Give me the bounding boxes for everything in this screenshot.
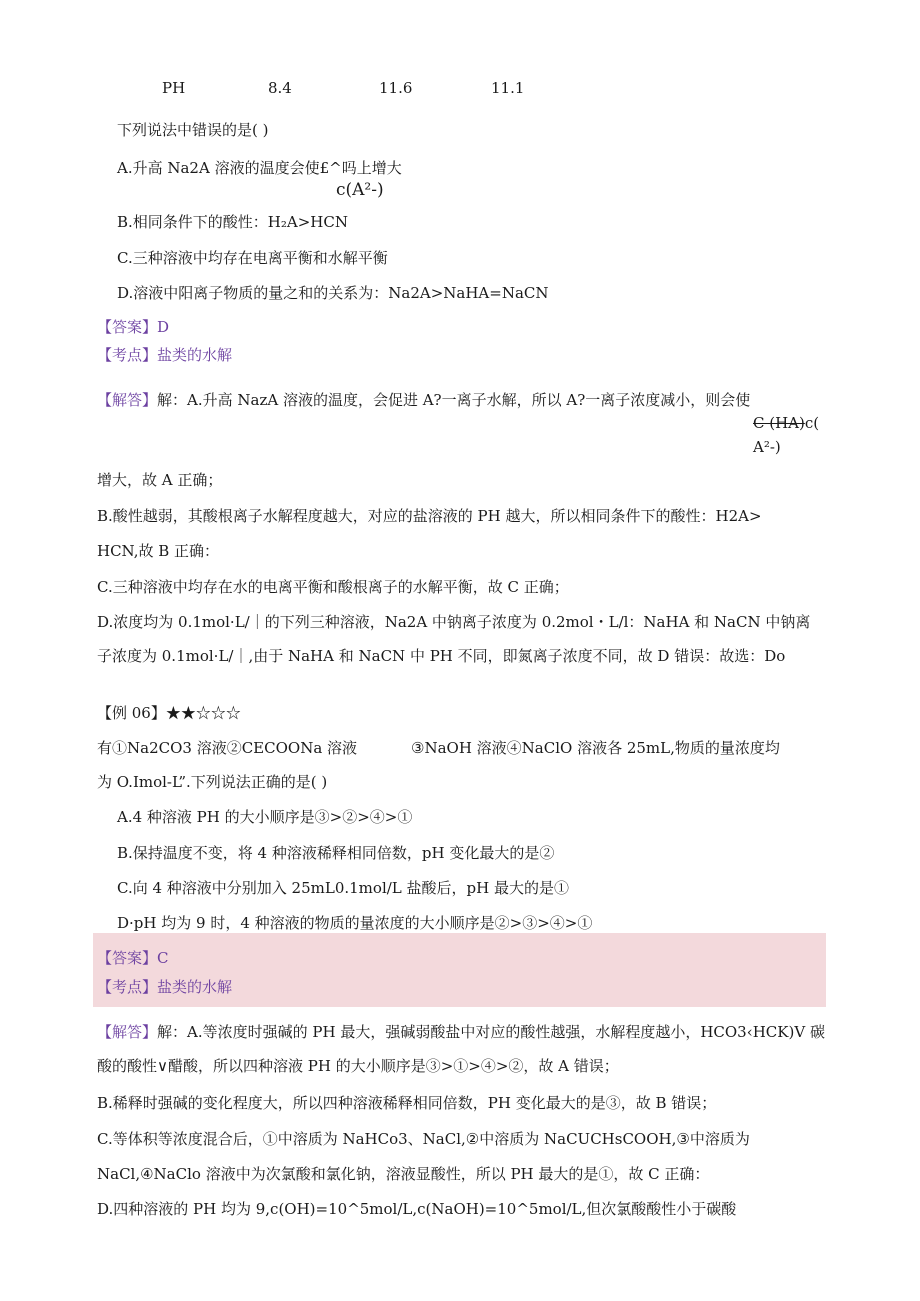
keypoint-line [97, 345, 232, 365]
answer-line [97, 317, 169, 337]
answer-label: 【答案】 [97, 318, 158, 336]
solution-label: 【解答】 [97, 1023, 158, 1041]
solution2-line-1: 【解答】解：A.等浓度时强碱的 PH 最大，强碱弱酸盐中对应的酸性越强，水解程度越小，HCO3‹HCK)V 碳 [97, 1023, 825, 1041]
ph-value-2: 11.6 [379, 79, 413, 97]
answer-value: C [157, 949, 169, 967]
option-a-fraction: c(A²-) [336, 180, 384, 200]
solution-line-3: B.酸性越弱，其酸根离子水解程度越大，对应的盐溶液的 PH 越大，所以相同条件下的酸性：H2A> [97, 507, 762, 525]
solution-line-6: D.浓度均为 0.1mol·L/｜的下列三种溶液，Na2A 中钠离子浓度为 0.2mol・L/l：NaHA 和 NaCN 中钠离 [97, 613, 811, 631]
keypoint-value: 盐类的水解 [157, 978, 233, 996]
keypoint-value: 盐类的水解 [157, 346, 233, 364]
solution2-line-5: NaCl,④NaClo 溶液中为次氯酸和氯化钠，溶液显酸性，所以 PH 最大的是①，故 C 正确： [97, 1165, 710, 1183]
solution-label: 【解答】 [97, 391, 158, 409]
keypoint-label: 【考点】 [97, 978, 158, 996]
solution-fraction-top: C (HA)c( [753, 414, 820, 432]
example-stem-2: 为 O.Imol-L”.下列说法正确的是( ) [97, 773, 328, 791]
solution2-line-2: 酸的酸性∨醋酸，所以四种溶液 PH 的大小顺序是③>①>④>②，故 A 错误； [97, 1057, 619, 1075]
solution2-line-3: B.稀释时强碱的变化程度大，所以四种溶液稀释相同倍数，PH 变化最大的是③，故 B 错误； [97, 1094, 717, 1112]
option-a: A.升高 Na2A 溶液的温度会使£^吗上增大 [117, 159, 402, 177]
keypoint-line-2 [97, 977, 232, 997]
solution-line-5: C.三种溶液中均存在水的电离平衡和酸根离子的水解平衡，故 C 正确； [97, 578, 569, 596]
answer-label: 【答案】 [97, 949, 158, 967]
solution2-line-6: D.四种溶液的 PH 均为 9,c(OH)=10^5mol∕L,c(NaOH)=10^5mol∕L,但次氯酸酸性小于碳酸 [97, 1200, 737, 1218]
example-stem-1b: ③NaOH 溶液④NaClO 溶液各 25mL,物质的量浓度均 [411, 739, 780, 757]
ph-value-1: 8.4 [268, 79, 292, 97]
answer-value: D [157, 318, 170, 336]
answer-line-2 [97, 948, 169, 968]
example-stem-1a: 有①Na2CO3 溶液②CECOONa 溶液 [97, 739, 358, 757]
example-title: 【例 06】★★☆☆☆ [97, 704, 241, 722]
example-option-a: A.4 种溶液 PH 的大小顺序是③>②>④>① [117, 808, 413, 826]
solution-line-4: HCN,故 B 正确： [97, 542, 220, 560]
ph-label: PH [162, 79, 186, 97]
example-option-c: C.向 4 种溶液中分别加入 25mL0.1mol∕L 盐酸后，pH 最大的是① [117, 879, 569, 897]
solution-line-2: 增大，故 A 正确； [97, 471, 223, 489]
solution-line-1: 【解答】解：A.升高 NazA 溶液的温度，会促进 A?一离子水解，所以 A?一离子浓度减小，则会使 [97, 391, 751, 409]
example-option-b: B.保持温度不变，将 4 种溶液稀释相同倍数，pH 变化最大的是② [117, 844, 555, 862]
question-stem: 下列说法中错误的是( ) [117, 121, 269, 139]
keypoint-label: 【考点】 [97, 346, 158, 364]
option-d: D.溶液中阳离子物质的量之和的关系为：Na2A>NaHA=NaCN [117, 284, 549, 302]
ph-value-3: 11.1 [491, 79, 525, 97]
option-b: B.相同条件下的酸性：H₂A>HCN [117, 213, 348, 231]
solution-line-7: 子浓度为 0.1mol·L/｜,由于 NaHA 和 NaCN 中 PH 不同，即氮离子浓度不同，故 D 错误：故选：Do [97, 647, 786, 665]
solution-fraction-bottom: A²-) [753, 438, 781, 456]
example-option-d: D·pH 均为 9 时，4 种溶液的物质的量浓度的大小顺序是②>③>④>① [117, 914, 593, 932]
solution2-line-4: C.等体积等浓度混合后，①中溶质为 NaHCo3、NaCl,②中溶质为 NaCUCHsCOOH,③中溶质为 [97, 1130, 750, 1148]
option-c: C.三种溶液中均存在电离平衡和水解平衡 [117, 249, 388, 267]
